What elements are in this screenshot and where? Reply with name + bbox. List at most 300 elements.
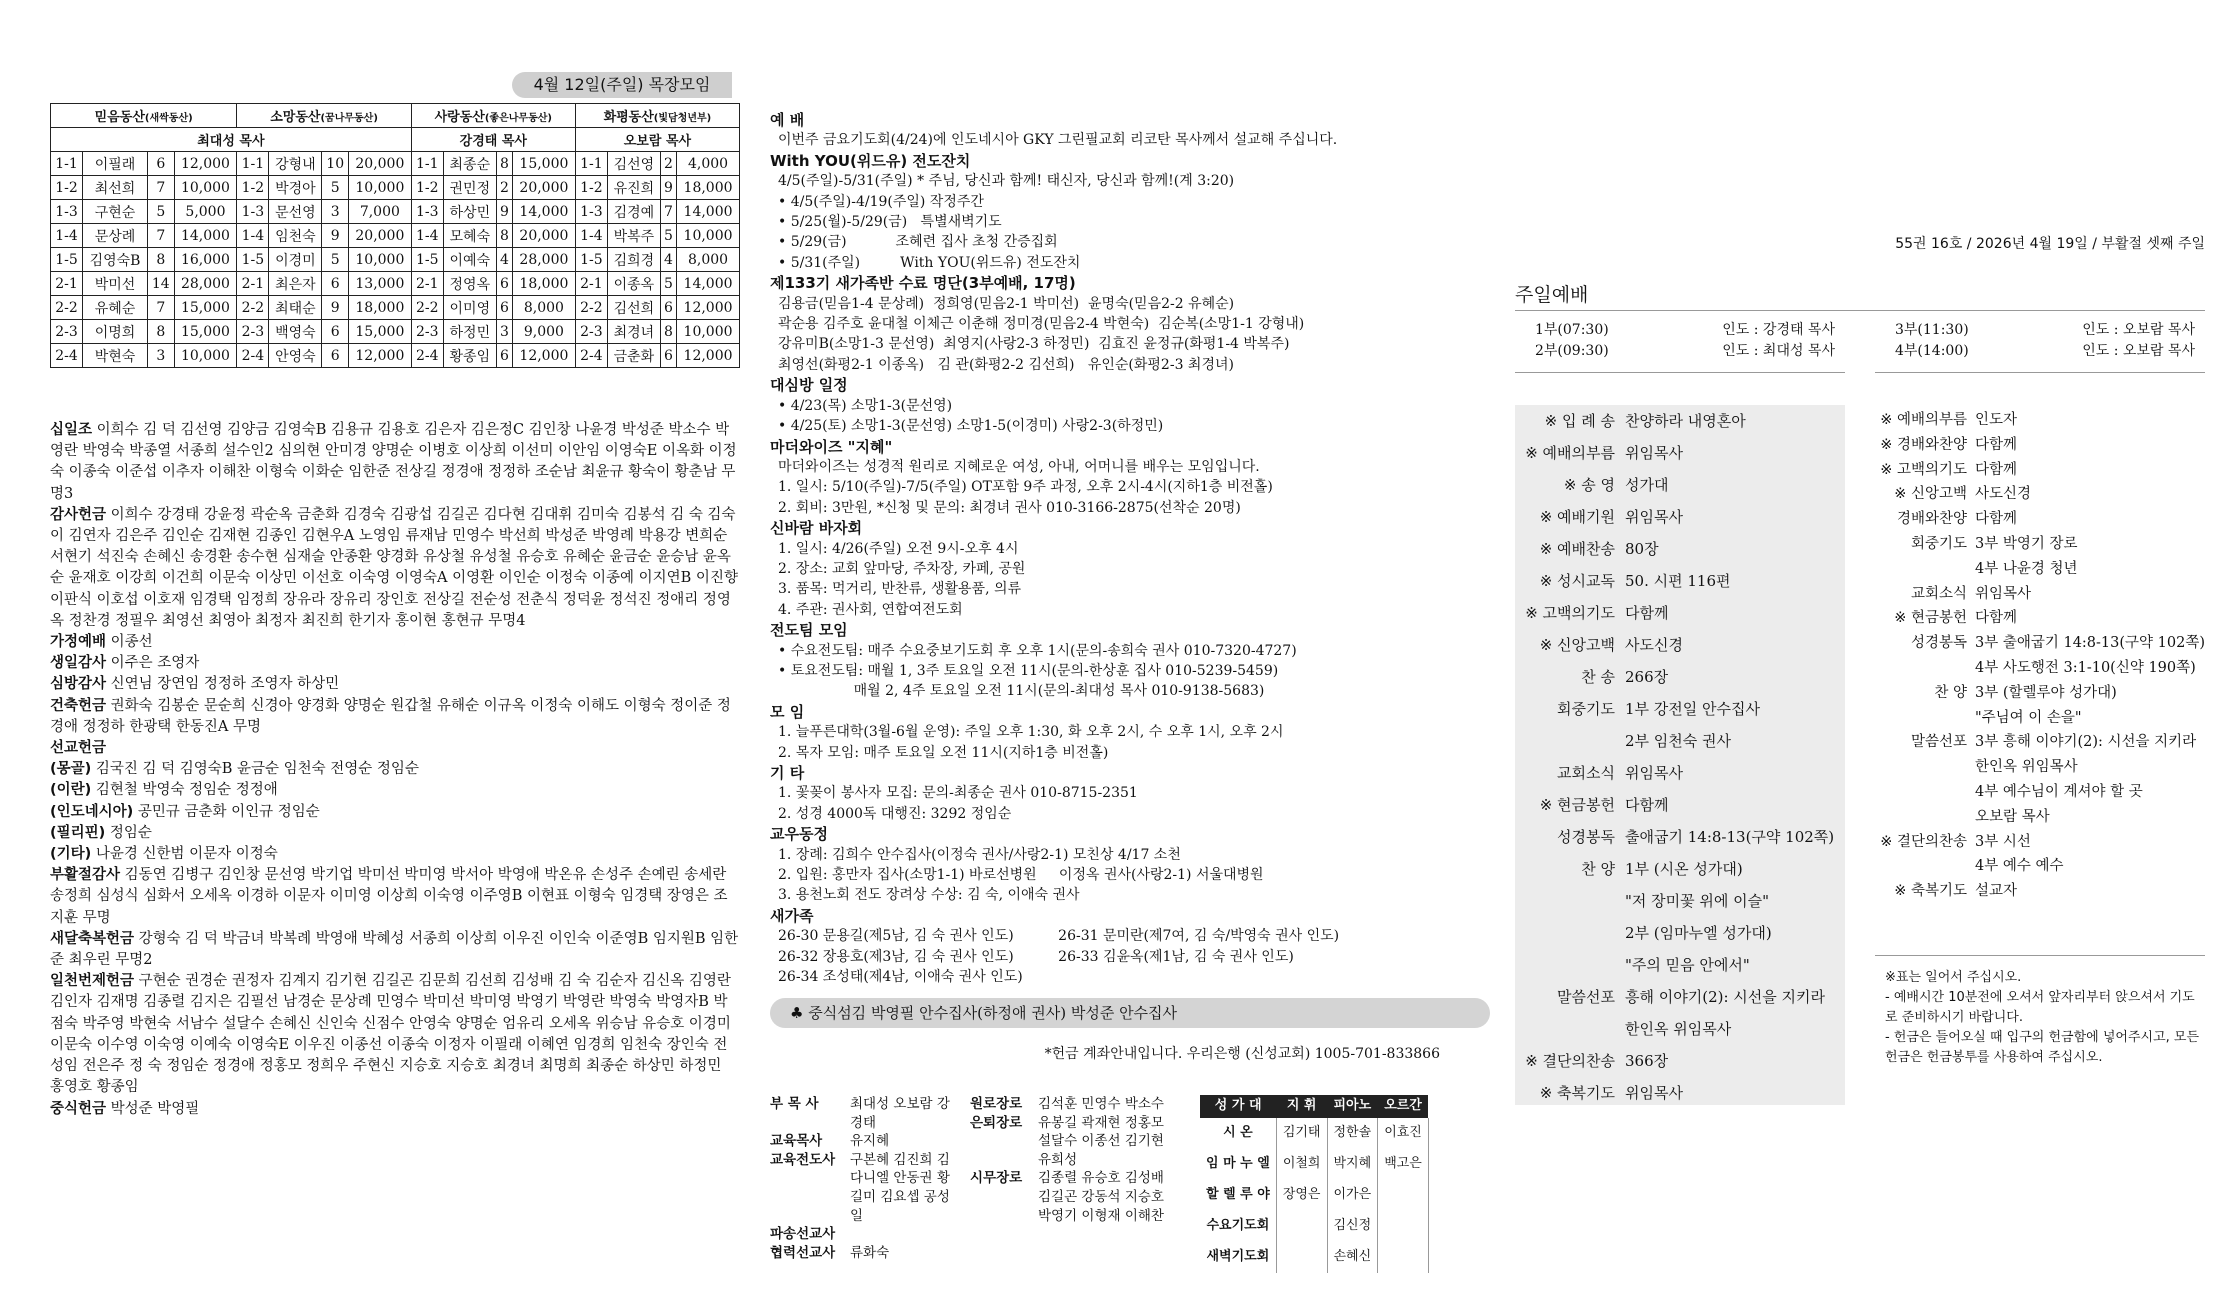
service-time <box>1895 320 2195 341</box>
order-row <box>1875 805 2205 830</box>
news-line: 마더와이즈는 성경적 원리로 지혜로운 여성, 아내, 어머니를 배우는 모임입니다. <box>778 458 1260 475</box>
order-value: 4부 예수 예수 <box>1975 858 2064 875</box>
order-value: 366장 <box>1625 1052 1669 1070</box>
choir-row <box>1200 1118 1428 1149</box>
offering-heading: 가정예배 <box>50 634 107 651</box>
news-line: • 5/25(월)-5/29(금) 특별새벽기도 <box>778 214 1002 231</box>
news-heading: 대심방 일정 <box>770 376 848 395</box>
service-time <box>1895 341 2195 362</box>
table-cell: 임천숙 <box>269 224 322 248</box>
divider <box>1515 310 2205 311</box>
offering-names: 구현순 권경순 권정자 김계지 김기현 김길곤 김문희 김선희 김성배 김 숙 김순자 김신옥 김영란 김인자 김재명 김종렬 김지은 김필선 남경순 문상례 민영수 박미선 박미영 박영기 박영란 박영숙 박영자B 박점숙 박주영 박현숙 서남수 설달수 손혜신 신인숙 신점수 안영숙 양명순 엄유리 오세옥 위승남 유승호 이경미 이문숙 이수영 이숙영 이예숙 이영숙E 이우진 이종선 이종숙 이정자 이필래 이혜연 임경희 임천숙 장인숙 전성임 전은주 정 숙 정임순 정경애 정홍모 정희우 주현신 지승호 지승호 최경녀 최명희 최종순 하상민 하정민 홍영호 황종임 <box>50 973 731 1096</box>
news-heading: 예 배 <box>770 111 805 129</box>
choir-cell: 새벽기도회 <box>1200 1242 1276 1273</box>
choir-table <box>1200 1095 1429 1273</box>
order-label: 경배와찬양 <box>1896 511 1967 528</box>
table-row <box>51 248 740 272</box>
table-cell: 1-3 <box>411 200 443 224</box>
order-label <box>1875 755 1975 780</box>
table-cell: 1-5 <box>237 248 269 272</box>
staff-role: 협력선교사 <box>770 1244 836 1261</box>
table-row <box>51 344 740 368</box>
order-row <box>1515 981 1845 1013</box>
offering-entry <box>50 823 740 844</box>
table-cell: 2-3 <box>237 320 269 344</box>
table-cell: 2-1 <box>237 272 269 296</box>
table-cell: 15,000 <box>513 152 576 176</box>
order-of-worship-3-4 <box>1875 408 2205 904</box>
offering-heading: 부활절감사 <box>50 867 121 884</box>
order-value: 위임목사 <box>1625 1084 1683 1102</box>
order-row <box>1515 661 1845 693</box>
offering-names: 이종선 <box>110 634 153 651</box>
table-row <box>51 152 740 176</box>
offering-entry <box>50 632 740 653</box>
offering-heading: 심방감사 <box>50 676 107 693</box>
staff-names: 유봉길 곽재현 정홍모 설달수 이종선 김기현 유희성 <box>1038 1114 1164 1168</box>
order-label <box>1515 725 1625 757</box>
staff-role: 파송선교사 <box>770 1226 836 1243</box>
staff-names: 류화숙 <box>850 1244 890 1261</box>
offering-names: 권화숙 김봉순 문순희 신경아 양경화 양명순 원갑철 유해순 이규옥 이정숙 이해도 이형숙 정이준 정경애 정정하 한광택 한동진A 무명 <box>50 697 731 735</box>
staff-names: 김종렬 유승호 김성배 김길곤 강동석 지승호 박영기 이형재 이해찬 <box>1038 1170 1164 1224</box>
news-heading: 제133기 새가족반 수료 명단(3부예배, 17명) <box>770 274 1076 293</box>
table-cell: 2-2 <box>575 296 607 320</box>
order-row <box>1515 1077 1845 1109</box>
table-cell: 6 <box>496 296 512 320</box>
offering-entry <box>50 696 740 738</box>
order-row <box>1515 533 1845 565</box>
table-cell: 이예숙 <box>443 248 496 272</box>
table-cell: 최경녀 <box>607 320 660 344</box>
order-value: 266장 <box>1625 668 1669 686</box>
table-cell: 10,000 <box>677 320 740 344</box>
news-line: 2. 성경 4000독 대행진: 3292 정임순 <box>778 805 1012 822</box>
table-cell: 1-1 <box>411 152 443 176</box>
table-cell: 12,000 <box>677 344 740 368</box>
table-cell: 28,000 <box>174 272 237 296</box>
choir-cell: 장영은 <box>1276 1180 1327 1211</box>
order-label: 교회소식 <box>1910 585 1967 602</box>
offering-entry <box>50 653 740 674</box>
order-value: 3부 출애굽기 14:8-13(구약 102쪽) <box>1974 635 2205 652</box>
issue-info: 55권 16호 / 2026년 4월 19일 / 부활절 셋째 주일 <box>1895 236 2205 252</box>
offering-entry <box>50 738 740 759</box>
table-cell: 9 <box>496 200 512 224</box>
table-cell: 최은자 <box>269 272 322 296</box>
choir-cell: 이철희 <box>1276 1149 1327 1180</box>
order-row <box>1515 757 1845 789</box>
table-cell: 박경아 <box>269 176 322 200</box>
table-cell: 8 <box>496 224 512 248</box>
table-cell: 2-3 <box>411 320 443 344</box>
order-value: 사도신경 <box>1975 486 2032 503</box>
choir-cell: 김기태 <box>1276 1118 1327 1149</box>
offering-list <box>50 420 740 1120</box>
note-line: ※표는 일어서 주십시오. <box>1885 970 2022 985</box>
news-line: 4/5(주일)-5/31(주일) * 주님, 당신과 함께! 태신자, 당신과 함께!(계 3:20) <box>778 173 1235 190</box>
table-cell: 권민정 <box>443 176 496 200</box>
order-of-worship-1-2 <box>1515 405 1845 1105</box>
table-cell: 1-3 <box>51 200 83 224</box>
table-row <box>51 296 740 320</box>
table-cell: 2-3 <box>575 320 607 344</box>
offering-entry <box>50 780 740 801</box>
table-cell: 18,000 <box>513 272 576 296</box>
order-value: 사도신경 <box>1625 636 1683 654</box>
table-cell: 1-4 <box>411 224 443 248</box>
order-value: 3부 시선 <box>1975 833 2031 850</box>
order-value: 3부 (할렐루야 성가대) <box>1975 684 2117 701</box>
choir-head-cell: 오르간 <box>1378 1095 1429 1118</box>
table-cell: 1-4 <box>575 224 607 248</box>
choir-cell: 임 마 누 엘 <box>1200 1149 1276 1180</box>
staff-names: 구본혜 김진희 김다니엘 안동권 황길미 김요셉 공성일 <box>850 1151 950 1224</box>
table-cell: 5 <box>322 176 349 200</box>
offering-heading: 선교헌금 <box>50 740 107 757</box>
order-value: 한인옥 위임목사 <box>1975 759 2078 776</box>
table-cell: 8 <box>148 320 175 344</box>
table-cell: 1-3 <box>237 200 269 224</box>
order-value: 위임목사 <box>1975 585 2032 602</box>
order-label: 회중기도 <box>1557 700 1615 718</box>
order-label <box>1875 805 1975 830</box>
service-time <box>1535 320 1835 341</box>
table-cell: 금춘화 <box>607 344 660 368</box>
order-label: 회중기도 <box>1910 535 1967 552</box>
order-row <box>1875 830 2205 855</box>
offering-names: 김현철 박영숙 정임순 정정애 <box>95 782 278 799</box>
table-cell: 1-1 <box>237 152 269 176</box>
order-value: 다함께 <box>1625 796 1669 814</box>
news-line: 4. 주관: 권사회, 연합여전도회 <box>778 601 963 618</box>
table-cell: 3 <box>148 344 175 368</box>
staff-row <box>770 1225 960 1244</box>
table-cell: 모혜숙 <box>443 224 496 248</box>
order-row <box>1515 565 1845 597</box>
table-cell: 20,000 <box>513 224 576 248</box>
choir-head-cell: 지 휘 <box>1276 1095 1327 1118</box>
order-label: ※ 예배기원 <box>1539 508 1615 526</box>
offering-names: 신연님 장연임 정정하 조영자 하상민 <box>110 676 340 693</box>
table-cell: 2-4 <box>237 344 269 368</box>
offering-entry <box>50 759 740 780</box>
table-cell: 5 <box>148 200 175 224</box>
order-row <box>1875 433 2205 458</box>
table-cell: 7,000 <box>348 200 411 224</box>
staff-row <box>770 1132 960 1151</box>
order-label <box>1515 917 1625 949</box>
staff-names: 김석훈 민영수 박소수 <box>1038 1096 1164 1112</box>
table-cell: 6 <box>496 344 512 368</box>
news-line: 이번주 금요기도회(4/24)에 인도네시아 GKY 그린필교회 리코탄 목사께서 설교해 주십니다. <box>778 132 1338 149</box>
offering-names: 정임순 <box>109 824 152 841</box>
order-value: 다함께 <box>1625 604 1669 622</box>
table-cell: 20,000 <box>348 224 411 248</box>
order-row <box>1515 437 1845 469</box>
order-value: 3부 박영기 장로 <box>1975 535 2078 552</box>
news-line: 3. 품목: 먹거리, 반찬류, 생활용품, 의류 <box>778 581 1022 598</box>
news-line: • 4/25(토) 소망1-3(문선영) 소망1-5(이경미) 사랑2-3(하정민) <box>778 418 1164 435</box>
order-row <box>1875 582 2205 607</box>
table-cell: 8,000 <box>677 248 740 272</box>
order-label: 말씀선포 <box>1557 988 1615 1006</box>
order-value: 2부 임천숙 권사 <box>1625 732 1732 750</box>
table-cell: 1-2 <box>575 176 607 200</box>
order-value: 1부 강전일 안수집사 <box>1625 700 1761 718</box>
order-label: ※ 송 영 <box>1563 476 1615 494</box>
news-line: 곽순용 김주호 윤대철 이체근 이춘해 정미경(믿음2-4 박현숙) 김순복(소망1-1 강형내) <box>778 316 1305 333</box>
choir-row <box>1200 1211 1428 1242</box>
offering-heading: 생일감사 <box>50 655 107 672</box>
order-row <box>1515 597 1845 629</box>
table-cell: 5 <box>660 224 676 248</box>
order-value: 2부 (임마누엘 성가대) <box>1625 924 1772 942</box>
offering-heading: (인도네시아) <box>50 803 134 820</box>
order-label: ※ 고백의기도 <box>1880 461 1967 478</box>
table-cell: 15,000 <box>174 320 237 344</box>
news-line: 26-32 장용호(제3남, 김 숙 권사 인도) 26-33 김윤옥(제1남, 김 숙 권사 인도) <box>778 948 1294 965</box>
table-cell: 7 <box>660 200 676 224</box>
table-cell: 6 <box>496 272 512 296</box>
news-line: 1. 꽃꽂이 봉사자 모집: 문의-최종순 권사 010-8715-2351 <box>778 785 1138 802</box>
staff-mid <box>970 1095 1180 1225</box>
order-label <box>1875 656 1975 681</box>
table-cell: 이경미 <box>269 248 322 272</box>
order-row <box>1875 532 2205 557</box>
table-cell: 1-3 <box>575 200 607 224</box>
offering-table <box>50 103 740 368</box>
table-cell: 12,000 <box>677 296 740 320</box>
table-cell: 10 <box>322 152 349 176</box>
offering-names: 이희수 김 덕 김선영 김양금 김영숙B 김용규 김용호 김은자 김은정C 김인창 나윤경 박성준 박소수 박영란 박영숙 박종열 서종희 설수인2 심의현 안미경 양명순 이병호 이상희 이선미 이안임 이영숙E 이옥화 이정숙 이종숙 이준섭 이추자 이해찬 이형숙 이화순 임한준 전상길 정경애 정정하 조순남 최윤규 황숙이 황춘남 무명3 <box>50 422 737 502</box>
table-cell: 20,000 <box>348 152 411 176</box>
table-cell: 15,000 <box>174 296 237 320</box>
offering-heading: 중식헌금 <box>50 1100 107 1117</box>
table-cell: 6 <box>322 320 349 344</box>
table-cell: 김선희 <box>607 296 660 320</box>
table-cell: 6 <box>322 344 349 368</box>
table-row <box>51 200 740 224</box>
table-cell: 7 <box>148 224 175 248</box>
order-label: 찬 양 <box>1581 860 1615 878</box>
table-cell: 9 <box>660 176 676 200</box>
table-cell: 1-2 <box>237 176 269 200</box>
pastor-cell: 강경태 목사 <box>411 128 575 152</box>
times-left <box>1535 320 1835 362</box>
order-label: ※ 고백의기도 <box>1525 604 1615 622</box>
table-cell: 2 <box>660 152 676 176</box>
news-line: 1. 장례: 김희수 안수집사(이정숙 권사/사랑2-1) 모친상 4/17 소천 <box>778 846 1181 863</box>
order-label <box>1875 780 1975 805</box>
choir-cell <box>1378 1211 1429 1242</box>
order-row <box>1875 854 2205 879</box>
order-value: 인도자 <box>1975 412 2018 428</box>
table-header-row <box>51 104 740 128</box>
order-value: 50. 시편 116편 <box>1625 572 1731 590</box>
table-cell: 10,000 <box>348 176 411 200</box>
staff-row <box>770 1151 960 1225</box>
table-cell: 안영숙 <box>269 344 322 368</box>
news-line: • 수요전도팀: 매주 수요중보기도회 후 오후 1시(문의-송희숙 권사 010-7320-4727) <box>778 642 1297 659</box>
table-cell: 백영숙 <box>269 320 322 344</box>
table-cell: 최태순 <box>269 296 322 320</box>
table-cell: 김경예 <box>607 200 660 224</box>
service-leader: 인도 : 오보람 목사 <box>2082 343 2195 359</box>
news-line: 강유미B(소망1-3 문선영) 최영지(사랑2-3 하정민) 김효진 윤정규(화평1-4 박복주) <box>778 336 1290 353</box>
order-value: 성가대 <box>1625 476 1669 494</box>
news-line: • 4/5(주일)-4/19(주일) 작정주간 <box>778 193 984 210</box>
order-value: "주님여 이 손을" <box>1975 709 2082 726</box>
news-line: 매월 2, 4주 토요일 오전 11시(문의-최대성 목사 010-9138-5683) <box>778 683 1265 700</box>
pastor-row <box>51 128 740 152</box>
table-cell: 3 <box>322 200 349 224</box>
order-value: 4부 사도행전 3:1-10(신약 190쪽) <box>1975 659 2196 676</box>
staff-role: 원로장로 <box>970 1096 1023 1112</box>
order-value: 흥해 이야기(2): 시선을 지키라 <box>1625 988 1825 1006</box>
news-heading: 모 임 <box>770 702 805 721</box>
choir-head-cell: 피아노 <box>1327 1095 1378 1118</box>
table-cell: 이미영 <box>443 296 496 320</box>
news-line: 1. 일시: 5/10(주일)-7/5(주일) OT포함 9주 과정, 오후 2시-4시(지하1층 비전홀) <box>778 479 1273 496</box>
order-label: ※ 예배의부름 <box>1525 444 1615 462</box>
group-header: 화평동산(빛담청년부) <box>575 104 739 128</box>
order-label: ※ 입 례 송 <box>1544 412 1615 430</box>
table-row <box>51 320 740 344</box>
order-label <box>1515 885 1625 917</box>
staff-names: 최대성 오보람 강경태 <box>850 1096 950 1131</box>
table-cell: 하상민 <box>443 200 496 224</box>
offering-entry <box>50 1099 740 1120</box>
offering-heading: 일천번제헌금 <box>50 973 135 990</box>
table-row <box>51 176 740 200</box>
news-line: 1. 일시: 4/26(주일) 오전 9시-오후 4시 <box>778 540 1019 557</box>
order-label <box>1515 1013 1625 1045</box>
table-cell: 8 <box>148 248 175 272</box>
order-value: "저 장미꽃 위에 이슬" <box>1625 892 1770 910</box>
offering-heading: (이란) <box>50 782 92 799</box>
staff-row <box>970 1114 1180 1170</box>
table-cell: 8 <box>660 320 676 344</box>
table-cell: 4 <box>496 248 512 272</box>
choir-cell: 손혜신 <box>1327 1242 1378 1273</box>
order-row <box>1875 730 2205 755</box>
offering-entry <box>50 420 740 505</box>
service-time <box>1535 341 1835 362</box>
choir-cell: 정한솔 <box>1327 1118 1378 1149</box>
news-heading: 기 타 <box>770 764 805 782</box>
order-row <box>1875 557 2205 582</box>
order-row <box>1515 1045 1845 1077</box>
table-cell: 2-4 <box>575 344 607 368</box>
table-cell: 구현순 <box>83 200 148 224</box>
table-cell: 하정민 <box>443 320 496 344</box>
order-label: ※ 축복기도 <box>1539 1084 1615 1102</box>
table-cell: 이필래 <box>83 152 148 176</box>
news-heading: 교우동정 <box>770 825 828 844</box>
news-line: 2. 입원: 홍만자 집사(소망1-1) 바로선병원 이정옥 권사(사랑2-1) 서울대병원 <box>778 867 1264 884</box>
table-cell: 9,000 <box>513 320 576 344</box>
order-value: 설교자 <box>1975 883 2018 900</box>
table-cell: 유혜순 <box>83 296 148 320</box>
news-line: 2. 장소: 교회 앞마당, 주차장, 카페, 공원 <box>778 560 1026 577</box>
staff-row <box>770 1244 960 1263</box>
order-row <box>1875 482 2205 507</box>
table-cell: 6 <box>660 296 676 320</box>
divider <box>1875 372 2205 373</box>
table-cell: 10,000 <box>677 224 740 248</box>
table-cell: 4,000 <box>677 152 740 176</box>
table-cell: 김선영 <box>607 152 660 176</box>
table-cell: 14 <box>148 272 175 296</box>
table-cell: 12,000 <box>174 152 237 176</box>
order-value: 한인옥 위임목사 <box>1625 1020 1732 1038</box>
news-heading: 마더와이즈 "지혜" <box>770 437 893 456</box>
offering-entry <box>50 971 740 1098</box>
date-pill: 4월 12일(주일) 목장모임 <box>512 72 732 98</box>
table-cell: 1-5 <box>51 248 83 272</box>
account-info: *헌금 계좌안내입니다. 우리은행 (신성교회) 1005-701-833866 <box>1044 1046 1440 1062</box>
news-line: 김용금(믿음1-4 문상례) 정희영(믿음2-1 박미선) 윤명숙(믿음2-2 유혜순) <box>778 295 1235 312</box>
table-cell: 2-4 <box>51 344 83 368</box>
offering-entry <box>50 929 740 971</box>
choir-row <box>1200 1149 1428 1180</box>
order-label: ※ 결단의찬송 <box>1880 833 1967 850</box>
order-value: 다함께 <box>1975 436 2018 453</box>
table-cell: 2-2 <box>411 296 443 320</box>
table-cell: 18,000 <box>348 296 411 320</box>
news-line: 26-34 조성태(제4남, 이애숙 권사 인도) <box>778 969 1023 986</box>
offering-entry <box>50 674 740 695</box>
group-sub: (새싹동산) <box>144 113 193 124</box>
news-line: • 4/23(목) 소망1-3(문선영) <box>778 397 953 414</box>
staff-role: 교육전도사 <box>770 1151 836 1168</box>
offering-names: 나윤경 신한범 이문자 이정숙 <box>95 846 278 863</box>
order-row <box>1515 405 1845 437</box>
order-row <box>1875 606 2205 631</box>
worship-title: 주일예배 <box>1515 284 1589 306</box>
order-label: ※ 축복기도 <box>1894 883 1967 900</box>
table-cell: 1-2 <box>51 176 83 200</box>
news-list <box>770 110 1490 987</box>
table-cell: 강형내 <box>269 152 322 176</box>
table-cell: 12,000 <box>513 344 576 368</box>
order-row <box>1515 1013 1845 1045</box>
staff-row <box>970 1169 1180 1225</box>
table-cell: 15,000 <box>348 320 411 344</box>
pastor-cell: 최대성 목사 <box>51 128 412 152</box>
news-line: 최영선(화평2-1 이종옥) 김 관(화평2-2 김선희) 유인순(화평2-3 최경녀) <box>778 356 1234 373</box>
news-line: 3. 용천노회 전도 장려상 수상: 김 숙, 이애숙 권사 <box>778 887 1080 904</box>
choir-header <box>1200 1095 1428 1118</box>
times-right <box>1895 320 2195 362</box>
table-row <box>51 272 740 296</box>
offering-entry <box>50 505 740 632</box>
order-label: 찬 양 <box>1934 684 1967 701</box>
offering-heading: 십일조 <box>50 422 93 438</box>
group-header: 소망동산(꿈나무동산) <box>237 104 411 128</box>
table-cell: 1-4 <box>237 224 269 248</box>
order-label <box>1875 706 1975 731</box>
order-row <box>1875 780 2205 805</box>
order-value: 다함께 <box>1975 461 2018 478</box>
table-cell: 4 <box>660 248 676 272</box>
table-cell: 정영옥 <box>443 272 496 296</box>
order-value: 4부 예수님이 계셔야 할 곳 <box>1975 783 2143 800</box>
order-row <box>1515 789 1845 821</box>
order-row <box>1515 629 1845 661</box>
news-heading: 신바람 바자회 <box>770 519 863 538</box>
